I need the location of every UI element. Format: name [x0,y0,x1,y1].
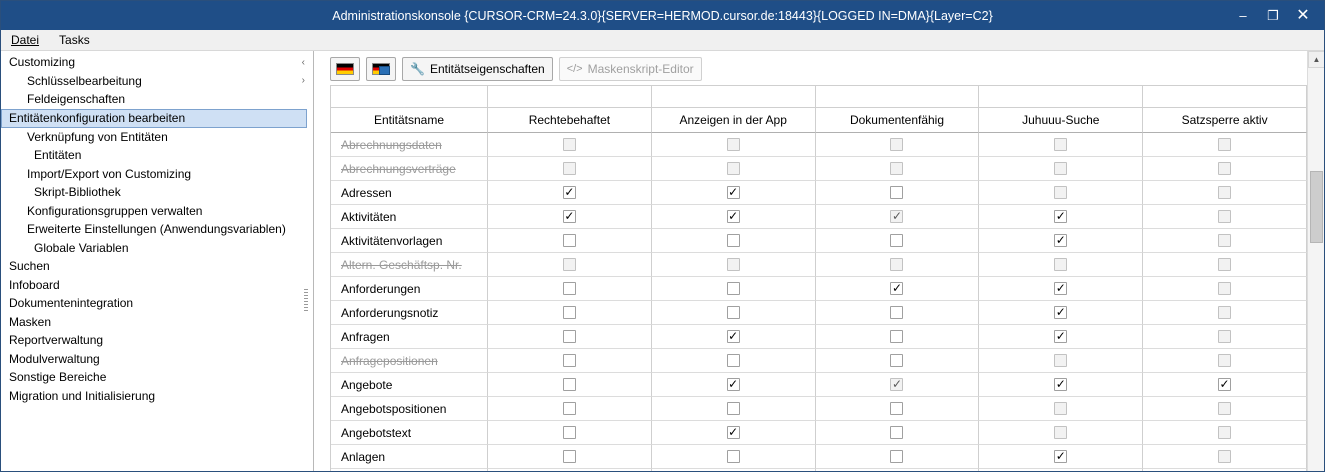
filter-input[interactable] [488,86,651,107]
entity-name-label: Adressen [341,185,392,200]
tree-item[interactable] [1,146,313,165]
checkbox[interactable] [1218,426,1231,439]
checkbox-cell[interactable] [488,157,652,181]
entity-name-label: Abrechnungsdaten [341,137,442,152]
checkbox[interactable] [563,162,576,175]
check-icon: ✓ [728,328,739,343]
checkbox[interactable] [1054,282,1067,295]
language-flag-translate-button[interactable] [366,57,396,81]
checkbox[interactable] [890,138,903,151]
check-icon: ✓ [1055,376,1066,391]
entity-name-cell[interactable] [331,373,488,397]
checkbox[interactable] [1054,426,1067,439]
entity-name-cell[interactable] [331,205,488,229]
checkbox[interactable] [563,138,576,151]
table-row[interactable] [331,277,1307,301]
column-header[interactable]: Anzeigen in der App [652,108,816,133]
checkbox-cell[interactable] [1143,445,1307,469]
checkbox-cell[interactable] [979,157,1143,181]
checkbox[interactable] [890,450,903,463]
checkbox[interactable] [1218,186,1231,199]
checkbox-cell[interactable] [1143,253,1307,277]
checkbox-cell[interactable] [816,301,980,325]
checkbox[interactable] [563,258,576,271]
check-icon: ✓ [1219,376,1230,391]
check-icon: ✓ [564,184,575,199]
checkbox[interactable] [563,450,576,463]
menu-bar [1,30,1324,51]
checkbox[interactable] [727,402,740,415]
checkbox-cell[interactable] [816,133,980,157]
checkbox[interactable] [563,282,576,295]
checkbox[interactable] [1054,354,1067,367]
checkbox-cell[interactable] [488,277,652,301]
entity-name-label: Anfragen [341,329,390,344]
checkbox-cell[interactable] [488,373,652,397]
table-wrapper [314,85,1324,471]
filter-input[interactable] [341,86,487,107]
checkbox[interactable] [1218,378,1231,391]
tree-item[interactable] [1,276,313,295]
table-row[interactable] [331,181,1307,205]
checkbox-cell[interactable] [1143,205,1307,229]
filter-cell[interactable] [1143,86,1307,108]
checkbox-cell[interactable] [652,445,816,469]
checkbox[interactable] [727,354,740,367]
table-row[interactable] [331,301,1307,325]
checkbox-cell[interactable] [816,277,980,301]
checkbox-cell[interactable] [1143,133,1307,157]
table-row[interactable] [331,349,1307,373]
close-button[interactable]: ✕ [1296,6,1310,24]
checkbox[interactable] [1218,234,1231,247]
checkbox[interactable] [890,234,903,247]
tree-item[interactable] [1,313,313,332]
check-icon: ✓ [728,208,739,223]
checkbox-cell[interactable] [652,301,816,325]
checkbox[interactable] [563,210,576,223]
content-pane [314,51,1324,471]
checkbox-cell[interactable] [652,277,816,301]
check-icon: ✓ [891,376,903,391]
tree-item[interactable] [1,220,313,239]
check-icon: ✓ [1055,280,1066,295]
menu-item-datei[interactable] [9,32,41,48]
checkbox-cell[interactable] [979,421,1143,445]
entity-name-label: Aktivitäten [341,209,397,224]
checkbox[interactable] [1054,378,1067,391]
checkbox-cell[interactable] [816,229,980,253]
navigation-tree-pane [1,51,314,471]
checkbox-cell[interactable] [979,181,1143,205]
checkbox-cell[interactable] [652,349,816,373]
checkbox-cell[interactable] [979,325,1143,349]
tree-item-label: Migration und Initialisierung [9,388,156,403]
checkbox-cell[interactable] [652,421,816,445]
menu-item-datei-label: Datei [11,33,40,47]
checkbox-cell[interactable] [652,205,816,229]
check-icon: ✓ [564,208,575,223]
tree-item-label: Dokumentenintegration [9,296,134,311]
checkbox[interactable] [727,258,740,271]
german-flag-translate-icon [372,63,390,75]
checkbox-cell[interactable] [979,133,1143,157]
tree-item-label: Konfigurationsgruppen verwalten [27,203,203,218]
entity-name-label: Altern. Geschäftsp. Nr. [341,257,462,272]
mask-script-editor-label: Maskenskript-Editor [587,62,694,76]
entity-name-cell[interactable] [331,397,488,421]
entity-name-cell[interactable] [331,277,488,301]
tree-item[interactable] [1,257,313,276]
entity-name-label: Anforderungsnotiz [341,305,439,320]
check-icon: ✓ [728,376,739,391]
tree-item-label: Import/Export von Customizing [27,166,192,181]
checkbox-cell[interactable] [652,373,816,397]
entity-name-cell[interactable] [331,181,488,205]
checkbox-cell[interactable] [979,445,1143,469]
tree-splitter-handle[interactable] [304,289,308,311]
checkbox-cell[interactable] [816,421,980,445]
checkbox[interactable] [1054,402,1067,415]
table-row[interactable] [331,229,1307,253]
tree-item[interactable] [1,109,307,128]
checkbox-cell[interactable] [488,325,652,349]
checkbox-cell[interactable] [488,397,652,421]
entity-name-cell[interactable] [331,253,488,277]
checkbox[interactable] [563,402,576,415]
checkbox-cell[interactable] [652,157,816,181]
minimize-button[interactable]: – [1239,8,1247,23]
checkbox-cell[interactable] [488,349,652,373]
checkbox-cell[interactable] [816,205,980,229]
entity-name-label: Aktivitätenvorlagen [341,233,443,248]
column-header[interactable]: Juhuuu-Suche [979,108,1143,133]
window-scroll-up-arrow-icon[interactable]: ▲ [1308,51,1325,68]
checkbox[interactable] [1054,210,1067,223]
checkbox[interactable] [890,402,903,415]
table-row[interactable] [331,373,1307,397]
checkbox-cell[interactable] [1143,181,1307,205]
checkbox[interactable] [727,282,740,295]
entity-name-cell[interactable] [331,445,488,469]
checkbox-cell[interactable] [488,181,652,205]
check-icon: ✓ [891,280,903,295]
tree-item[interactable] [1,294,313,313]
entity-name-cell[interactable] [331,325,488,349]
checkbox-cell[interactable] [979,301,1143,325]
entity-properties-button[interactable] [402,57,553,81]
tree-item-expander-icon[interactable]: › [301,75,305,87]
filter-input[interactable] [816,86,979,107]
mask-script-editor-button[interactable] [559,57,702,81]
tree-item-label: Feldeigenschaften [27,92,126,107]
checkbox-cell[interactable] [1143,277,1307,301]
checkbox[interactable] [727,426,740,439]
checkbox[interactable] [563,426,576,439]
entity-name-cell[interactable] [331,157,488,181]
checkbox[interactable] [1054,330,1067,343]
checkbox[interactable] [1054,450,1067,463]
checkbox[interactable] [1054,258,1067,271]
checkbox-cell[interactable] [1143,397,1307,421]
checkbox[interactable] [1218,282,1231,295]
checkbox-cell[interactable] [652,397,816,421]
window-title: Administrationskonsole {CURSOR-CRM=24.3.0}{SERVER=HERMOD.cursor.de:18443}{LOGGED IN=DMA}{Layer=C2} [332,8,993,23]
checkbox[interactable] [890,258,903,271]
checkbox[interactable] [1218,210,1231,223]
checkbox-cell[interactable] [816,397,980,421]
checkbox[interactable] [1054,306,1067,319]
checkbox[interactable] [727,378,740,391]
check-icon: ✓ [1055,208,1066,223]
table-row[interactable] [331,205,1307,229]
checkbox[interactable] [890,282,903,295]
checkbox[interactable] [563,330,576,343]
check-icon: ✓ [728,184,739,199]
table-filter-row [331,86,1307,108]
check-icon: ✓ [1055,232,1066,247]
entity-name-label: Abrechnungsverträge [341,161,456,176]
checkbox-cell[interactable] [816,325,980,349]
entity-name-cell[interactable] [331,133,488,157]
checkbox-cell[interactable] [816,157,980,181]
checkbox[interactable] [1218,450,1231,463]
tree-item-label: Masken [9,314,52,329]
tree-item[interactable] [1,368,313,387]
checkbox[interactable] [890,162,903,175]
german-flag-icon [336,63,354,75]
checkbox-cell[interactable] [1143,301,1307,325]
checkbox-cell[interactable] [488,421,652,445]
check-icon: ✓ [891,208,903,223]
checkbox-cell[interactable] [488,445,652,469]
checkbox-cell[interactable] [488,133,652,157]
checkbox-cell[interactable] [979,229,1143,253]
checkbox-cell[interactable] [979,277,1143,301]
entity-name-cell[interactable] [331,421,488,445]
filter-input[interactable] [1143,86,1306,107]
tree-item[interactable] [1,202,313,221]
checkbox[interactable] [890,306,903,319]
checkbox-cell[interactable] [1143,421,1307,445]
checkbox-cell[interactable] [488,205,652,229]
checkbox-cell[interactable] [979,373,1143,397]
checkbox-cell[interactable] [979,205,1143,229]
window-scrollbar-thumb[interactable] [1310,171,1323,243]
checkbox[interactable] [727,330,740,343]
filter-cell[interactable] [652,86,816,108]
checkbox[interactable] [1218,258,1231,271]
entity-name-label: Anlagen [341,449,386,464]
tree-item[interactable] [1,53,313,72]
checkbox[interactable] [890,378,903,391]
check-icon: ✓ [1055,304,1066,319]
column-header[interactable]: Entitätsname [331,108,488,133]
checkbox-cell[interactable] [1143,373,1307,397]
tree-item[interactable] [1,239,313,258]
checkbox[interactable] [890,330,903,343]
checkbox-cell[interactable] [816,349,980,373]
checkbox-cell[interactable] [979,349,1143,373]
checkbox-cell[interactable] [1143,325,1307,349]
column-header[interactable]: Dokumentenfähig [816,108,980,133]
checkbox[interactable] [1054,234,1067,247]
checkbox[interactable] [727,450,740,463]
checkbox[interactable] [727,306,740,319]
checkbox-cell[interactable] [816,181,980,205]
table-header-row [331,108,1307,133]
checkbox[interactable] [1218,402,1231,415]
entity-name-cell[interactable] [331,349,488,373]
checkbox-cell[interactable] [1143,349,1307,373]
menu-item-tasks-label: Tasks [59,33,90,47]
checkbox[interactable] [1054,186,1067,199]
check-icon: ✓ [1055,448,1066,463]
tree-item[interactable] [1,165,313,184]
toolbar [314,51,1324,85]
tree-item[interactable] [1,387,313,406]
checkbox[interactable] [563,306,576,319]
tree-item-label: Skript-Bibliothek [34,185,121,200]
check-icon: ✓ [728,424,739,439]
checkbox-cell[interactable] [652,181,816,205]
tree-item[interactable] [1,90,313,109]
menu-item-tasks[interactable] [57,32,92,48]
checkbox-cell[interactable] [1143,229,1307,253]
code-icon: </> [566,63,583,75]
checkbox-cell[interactable] [652,133,816,157]
tree-item[interactable] [1,128,313,147]
checkbox-cell[interactable] [979,397,1143,421]
checkbox[interactable] [727,162,740,175]
navigation-tree[interactable] [1,51,313,405]
filter-input[interactable] [652,86,815,107]
checkbox[interactable] [563,234,576,247]
checkbox-cell[interactable] [979,253,1143,277]
checkbox-cell[interactable] [488,253,652,277]
table-row[interactable] [331,253,1307,277]
tree-item-label: Entitäten [34,148,82,163]
maximize-button[interactable]: ❐ [1267,8,1279,23]
entity-name-label: Angebote [341,377,393,392]
checkbox[interactable] [1218,138,1231,151]
table-row[interactable] [331,445,1307,469]
tree-item-label: Schlüsselbearbeitung [27,73,142,88]
checkbox[interactable] [563,378,576,391]
column-header[interactable]: Satzsperre aktiv [1143,108,1307,133]
filter-cell[interactable] [816,86,980,108]
entity-name-label: Angebotspositionen [341,401,447,416]
tree-item-label: Customizing [9,55,76,70]
tree-item-label: Erweiterte Einstellungen (Anwendungsvariablen) [27,222,286,237]
tree-item-label: Infoboard [9,277,60,292]
entity-properties-label: Entitätseigenschaften [429,62,545,76]
filter-cell[interactable] [979,86,1143,108]
window-controls [1228,1,1324,30]
checkbox[interactable] [890,426,903,439]
tree-item[interactable] [1,331,313,350]
tree-item-label: Verknüpfung von Entitäten [27,129,168,144]
checkbox[interactable] [727,186,740,199]
checkbox-cell[interactable] [652,253,816,277]
checkbox[interactable] [1054,138,1067,151]
checkbox-cell[interactable] [816,445,980,469]
checkbox[interactable] [563,186,576,199]
table-body [331,133,1307,472]
entity-name-label: Anfragepositionen [341,353,438,368]
table-row[interactable] [331,157,1307,181]
filter-cell[interactable] [488,86,652,108]
tree-item[interactable] [1,183,313,202]
table-row[interactable] [331,397,1307,421]
table-row[interactable] [331,325,1307,349]
entity-name-label: Anforderungen [341,281,421,296]
checkbox[interactable] [890,210,903,223]
table-row[interactable] [331,421,1307,445]
checkbox[interactable] [727,234,740,247]
filter-cell[interactable] [331,86,488,108]
checkbox-cell[interactable] [652,229,816,253]
checkbox[interactable] [890,186,903,199]
checkbox[interactable] [1218,354,1231,367]
filter-input[interactable] [979,86,1142,107]
language-flag-button[interactable] [330,57,360,81]
tree-item-label: Reportverwaltung [9,333,104,348]
tree-item-label: Modulverwaltung [9,351,100,366]
checkbox-cell[interactable] [488,229,652,253]
checkbox-cell[interactable] [1143,157,1307,181]
wrench-icon: 🔧 [410,62,425,76]
checkbox[interactable] [1218,162,1231,175]
tree-item-label: Entitätenkonfiguration bearbeiten [9,111,186,125]
entity-name-label: Angebotstext [341,425,412,440]
checkbox[interactable] [727,138,740,151]
main-body [1,51,1324,471]
entity-name-cell[interactable] [331,301,488,325]
tree-item[interactable] [1,350,313,369]
checkbox-cell[interactable] [816,253,980,277]
checkbox[interactable] [1218,330,1231,343]
checkbox[interactable] [727,210,740,223]
checkbox-cell[interactable] [816,373,980,397]
tree-item-label: Globale Variablen [34,240,129,255]
column-header[interactable]: Rechtebehaftet [488,108,652,133]
checkbox-cell[interactable] [488,301,652,325]
entity-name-cell[interactable] [331,229,488,253]
window-vertical-scrollbar[interactable] [1307,51,1324,471]
checkbox[interactable] [890,354,903,367]
tree-item[interactable] [1,72,313,91]
entity-table [330,85,1307,471]
checkbox-cell[interactable] [652,325,816,349]
title-bar [1,1,1324,30]
check-icon: ✓ [1055,328,1066,343]
checkbox[interactable] [563,354,576,367]
tree-item-expander-icon[interactable]: ‹ [301,56,305,68]
tree-item-label: Sonstige Bereiche [9,370,107,385]
tree-item-label: Suchen [9,259,50,274]
checkbox[interactable] [1218,306,1231,319]
checkbox[interactable] [1054,162,1067,175]
table-row[interactable] [331,133,1307,157]
